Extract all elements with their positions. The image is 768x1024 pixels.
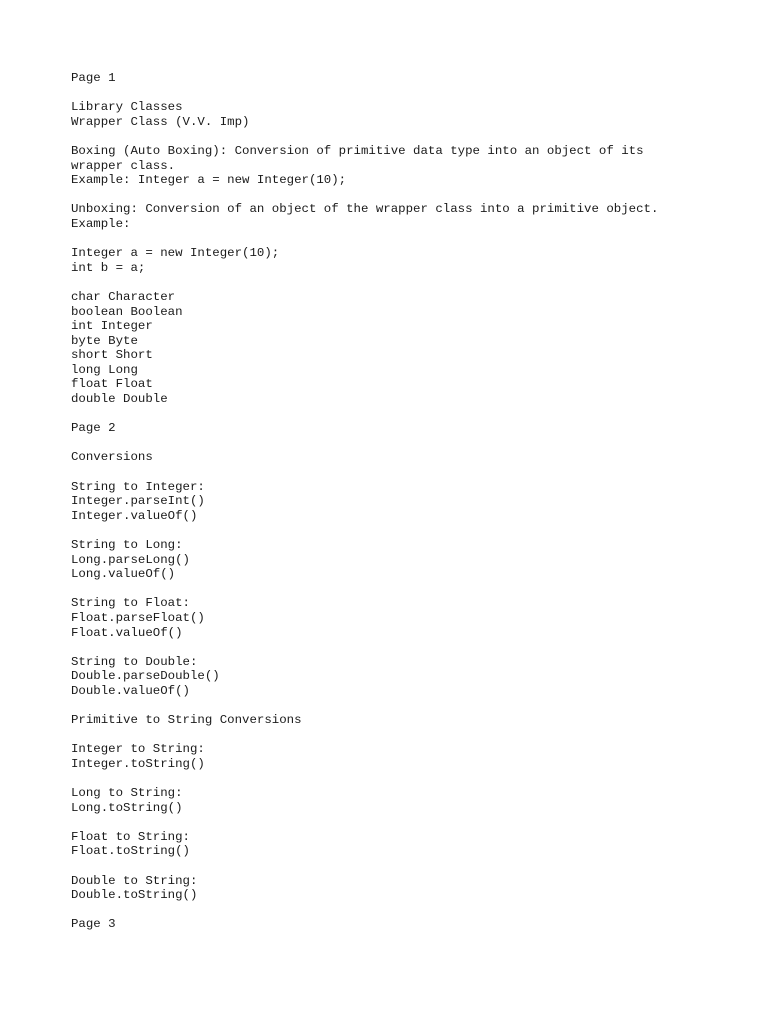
wrapper-item: long Long	[71, 362, 138, 377]
spacer	[71, 728, 711, 743]
conversion-method: Long.valueOf()	[71, 567, 176, 582]
spacer	[71, 772, 711, 787]
code-line: Integer a = new Integer(10);	[71, 246, 280, 261]
conversion-method: Integer.valueOf()	[71, 508, 198, 523]
conversion-method: Double.parseDouble()	[71, 669, 220, 684]
spacer	[71, 815, 711, 830]
spacer	[71, 129, 711, 144]
document-page	[71, 71, 711, 932]
section-heading: Primitive to String Conversions	[71, 713, 302, 728]
spacer	[71, 582, 711, 597]
conversion-method: Float.toString()	[71, 844, 190, 859]
unboxing-example-label: Example:	[71, 216, 131, 231]
conversion-method: Integer.parseInt()	[71, 494, 205, 509]
wrapper-item: float Float	[71, 377, 153, 392]
conversion-title: Float to String:	[71, 829, 190, 844]
spacer	[71, 86, 711, 101]
wrapper-item: char Character	[71, 289, 176, 304]
string-conversion-block	[71, 655, 711, 699]
page-label: Page 1	[71, 71, 116, 85]
spacer	[71, 188, 711, 203]
conversion-method: Double.valueOf()	[71, 683, 190, 698]
wrapper-class-list	[71, 290, 711, 407]
page-label: Page 2	[71, 421, 116, 436]
boxing-example: Example: Integer a = new Integer(10);	[71, 173, 347, 188]
spacer	[71, 275, 711, 290]
section-heading: Conversions	[71, 450, 153, 465]
spacer	[71, 407, 711, 422]
wrapper-item: short Short	[71, 348, 153, 363]
conversion-method: Float.parseFloat()	[71, 610, 205, 625]
page-label: Page 3	[71, 917, 116, 932]
conversion-title: String to Integer:	[71, 479, 205, 494]
section-heading: Library Classes	[71, 100, 183, 115]
code-line: int b = a;	[71, 260, 146, 275]
spacer	[71, 903, 711, 918]
string-conversion-block	[71, 538, 711, 582]
conversion-title: String to Long:	[71, 538, 183, 552]
primitive-conversion-block	[71, 874, 711, 903]
conversion-method: Float.valueOf()	[71, 625, 183, 640]
conversion-title: Long to String:	[71, 786, 183, 801]
wrapper-item: double Double	[71, 392, 168, 407]
wrapper-item: int Integer	[71, 319, 153, 334]
section-subheading: Wrapper Class (V.V. Imp)	[71, 114, 250, 129]
conversion-method: Long.parseLong()	[71, 552, 190, 567]
string-conversion-block	[71, 480, 711, 524]
spacer	[71, 523, 711, 538]
wrapper-item: byte Byte	[71, 333, 138, 348]
spacer	[71, 436, 711, 451]
spacer	[71, 232, 711, 247]
string-conversion-block	[71, 596, 711, 640]
unboxing-definition: Unboxing: Conversion of an object of the wrapper class into a primitive object.	[71, 202, 659, 217]
wrapper-item: boolean Boolean	[71, 304, 183, 319]
conversion-method: Double.toString()	[71, 888, 198, 903]
spacer	[71, 465, 711, 480]
boxing-definition-line: Boxing (Auto Boxing): Conversion of primitive data type into an object of its	[71, 143, 644, 158]
conversion-title: String to Double:	[71, 654, 198, 669]
conversion-method: Long.toString()	[71, 800, 183, 815]
spacer	[71, 640, 711, 655]
spacer	[71, 699, 711, 714]
conversion-title: Double to String:	[71, 873, 198, 888]
conversion-method: Integer.toString()	[71, 756, 205, 771]
conversion-title: String to Float:	[71, 596, 190, 611]
conversion-title: Integer to String:	[71, 742, 205, 757]
primitive-conversion-block	[71, 742, 711, 771]
primitive-conversion-block	[71, 830, 711, 859]
primitive-conversion-block	[71, 786, 711, 815]
spacer	[71, 859, 711, 874]
boxing-definition-line: wrapper class.	[71, 158, 176, 173]
